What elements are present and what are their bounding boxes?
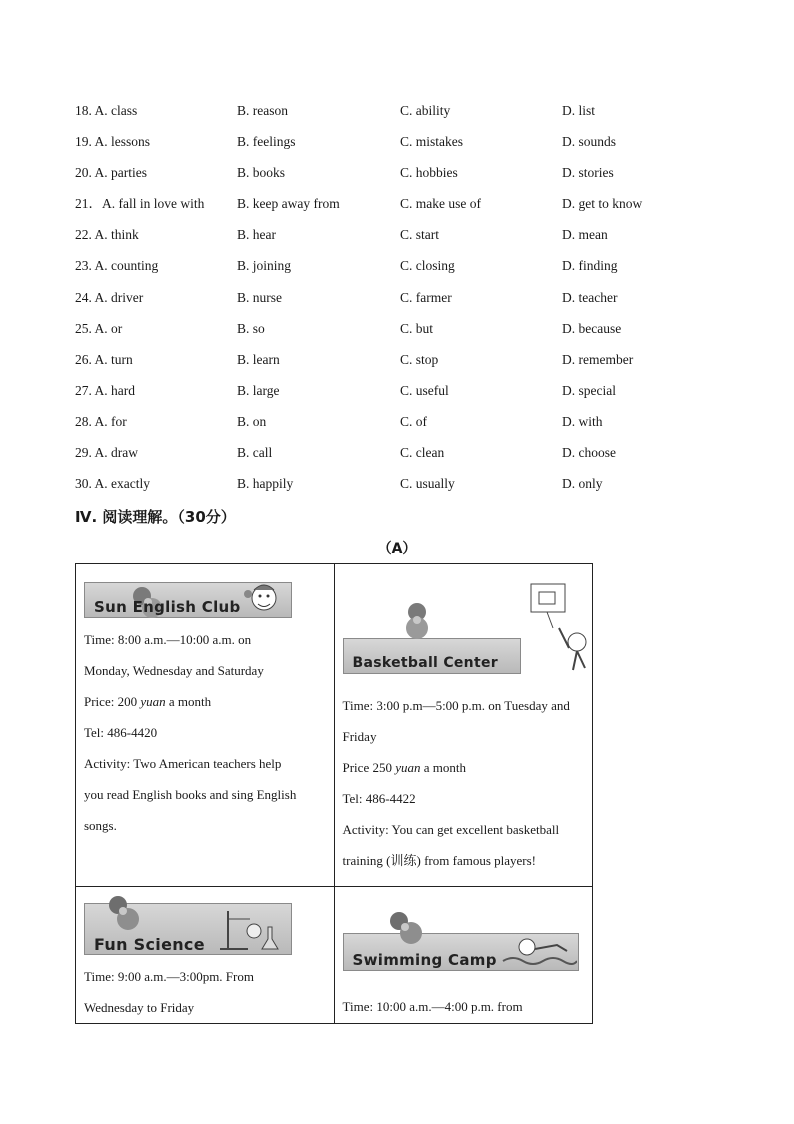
option-c: C. make use of (400, 196, 481, 212)
option-d: D. finding (562, 258, 618, 274)
swimming-banner (343, 907, 587, 987)
ad-activity-line: Activity: Two American teachers help (84, 756, 282, 771)
lab-equipment-icon (208, 905, 288, 953)
option-d: D. only (562, 476, 603, 492)
option-a: 22. A. think (75, 227, 139, 243)
ad-time-line: Time: 9:00 a.m.—3:00pm. From (84, 969, 254, 984)
answer-options (75, 100, 715, 504)
option-a: 28. A. for (75, 413, 127, 429)
option-row (75, 131, 715, 162)
option-c: C. farmer (400, 289, 452, 305)
option-b: B. so (237, 320, 265, 336)
option-b: B. books (237, 165, 286, 181)
option-c: C. usually (400, 476, 455, 492)
option-c: C. of (400, 413, 427, 429)
option-d: D. remember (562, 351, 634, 367)
option-a: 19. A. lessons (75, 134, 151, 150)
option-a: 26. A. turn (75, 351, 133, 367)
option-row (75, 193, 715, 224)
option-c: C. useful (400, 382, 449, 398)
option-b: B. on (237, 413, 267, 429)
option-row (75, 255, 715, 286)
option-row (75, 380, 715, 411)
ad-fun-science (76, 887, 335, 1024)
option-c: C. closing (400, 258, 455, 274)
section-title: Ⅳ. 阅读理解。（30分） (75, 508, 236, 526)
option-d: D. mean (562, 227, 608, 243)
ad-basketball-center (334, 564, 593, 887)
option-d: D. get to know (562, 196, 643, 212)
option-a: 25. A. or (75, 320, 123, 336)
ad-time-line: Time: 8:00 a.m.—10:00 a.m. on (84, 632, 252, 647)
option-row (75, 349, 715, 380)
ad-time-line: Friday (342, 729, 377, 744)
ad-time-line: Monday, Wednesday and Saturday (84, 663, 264, 678)
option-d: D. special (562, 382, 616, 398)
ad-time-line: Wednesday to Friday (84, 1000, 195, 1015)
option-b: B. hear (237, 227, 276, 243)
ad-price: Price 250 yuan a month (342, 760, 466, 775)
ad-english-club (76, 564, 335, 887)
option-d: D. list (562, 103, 596, 118)
option-d: D. stories (562, 165, 614, 181)
option-d: D. teacher (562, 289, 618, 305)
ad-swimming-camp (334, 887, 593, 1024)
english-club-title: Sun English Club (94, 598, 241, 616)
basketball-player-icon (523, 578, 595, 678)
ad-activity-line: songs. (84, 818, 117, 833)
ad-tel: Tel: 486-4422 (342, 791, 416, 806)
option-d: D. sounds (562, 134, 617, 150)
option-a: 20. A. parties (75, 165, 147, 181)
option-c: C. ability (400, 103, 451, 118)
option-a: 23. A. counting (75, 258, 159, 274)
swimmer-icon (501, 935, 577, 969)
option-d: D. because (562, 320, 622, 336)
option-c: C. stop (400, 351, 439, 367)
option-a: 18. A. class (75, 103, 138, 118)
girl-cartoon-icon (234, 580, 290, 620)
ad-activity-line: you read English books and sing English (84, 787, 297, 802)
option-a: 29. A. draw (75, 445, 138, 461)
option-c: C. start (400, 227, 439, 243)
option-row (75, 287, 715, 318)
ad-time-line: Time: 10:00 a.m.—4:00 p.m. from (342, 999, 523, 1014)
option-row (75, 411, 715, 442)
option-d: D. choose (562, 445, 616, 461)
option-a: 30. A. exactly (75, 476, 150, 492)
ads-table (75, 563, 593, 1024)
ad-activity-line: training (训练) from famous players! (342, 853, 537, 868)
pushpin-icon (401, 602, 435, 642)
option-row (75, 100, 715, 131)
option-b: B. joining (237, 258, 292, 274)
option-b: B. happily (237, 476, 294, 492)
option-b: B. keep away from (237, 196, 340, 212)
ad-time-line: Time: 3:00 p.m—5:00 p.m. on Tuesday and (342, 698, 570, 713)
option-b: B. learn (237, 351, 280, 367)
option-b: B. feelings (237, 134, 296, 150)
option-row (75, 224, 715, 255)
option-b: B. large (237, 382, 280, 398)
ad-price: Price: 200 yuan a month (84, 694, 212, 709)
swimming-title: Swimming Camp (352, 951, 497, 969)
option-a: 27. A. hard (75, 382, 135, 398)
basketball-banner (343, 578, 587, 686)
option-c: C. mistakes (400, 134, 463, 150)
option-c: C. clean (400, 445, 445, 461)
fun-science-banner (84, 893, 328, 957)
option-a: 21．A. fall in love with (75, 196, 205, 212)
passage-label: （A） (377, 541, 417, 557)
ad-activity-line: Activity: You can get excellent basketball (342, 822, 560, 837)
option-b: B. nurse (237, 289, 282, 305)
option-d: D. with (562, 413, 603, 429)
option-row (75, 318, 715, 349)
fun-science-title: Fun Science (94, 935, 205, 954)
option-c: C. hobbies (400, 165, 458, 181)
option-b: B. call (237, 445, 273, 461)
option-c: C. but (400, 320, 434, 336)
basketball-title: Basketball Center (352, 655, 498, 671)
option-row (75, 473, 715, 504)
option-row (75, 162, 715, 193)
option-b: B. reason (237, 103, 288, 118)
option-row (75, 442, 715, 473)
option-a: 24. A. driver (75, 289, 144, 305)
english-club-banner (84, 572, 328, 620)
ad-tel: Tel: 486-4420 (84, 725, 158, 740)
